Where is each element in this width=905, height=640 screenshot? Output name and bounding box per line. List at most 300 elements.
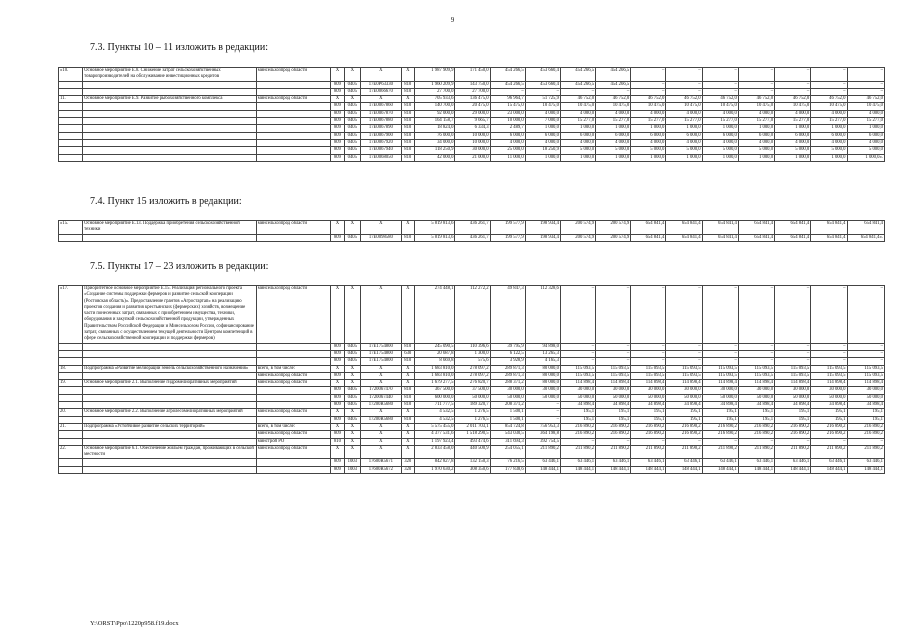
table-cell: – [702,286,738,344]
table-cell: 216 890,2 [596,423,631,430]
table-cell: 6 122,5 [490,350,525,357]
table-cell: 216 890,2 [596,431,631,438]
table-row [59,380,885,387]
table-cell: – [596,286,631,344]
event-name [83,234,257,241]
table-row [59,466,885,473]
table-cell: 63 446,1 [775,459,811,466]
table-cell: – [560,286,595,344]
table-cell: 189 320,7 [455,402,490,409]
table-cell: 276 820,7 [455,380,490,387]
table-cell: 17E0067920 [361,139,402,146]
table-cell: 6 000,0 [666,132,702,139]
table-cell: 1 000,0 [631,154,666,161]
table-cell: – [631,343,666,350]
table-cell: 1 500,1 [490,416,525,423]
table-cell: – [631,286,666,344]
table-cell: 4 532,5 [414,416,455,423]
table-cell: 454 266,5 [596,81,631,88]
table-cell: 288 371,2 [490,380,525,387]
table-cell: 211 890,2 [596,445,631,459]
table-cell: 4 000,0 [596,139,631,146]
table-cell: 114 898,4 [560,380,595,387]
table-cell: 1 000,0 [702,125,738,132]
table-cell: 711 777,5 [414,402,455,409]
table-cell: 654 841,4 [702,234,738,241]
table-cell: 50 000,0 [811,394,847,401]
row-number [59,343,83,350]
executor [256,154,331,161]
table-cell: – [847,438,885,445]
table-cell: 216 890,2 [702,431,738,438]
table-cell: 5 000,0 [631,147,666,154]
table-cell: – [702,358,738,365]
table-cell: 6 000,0 [525,132,560,139]
table-cell: 208 371,2 [490,402,525,409]
table-cell: 543 030,5 [490,431,525,438]
executor: минсельхозпрод области [256,409,331,416]
table-cell: 30 000,0 [596,387,631,394]
table-cell: 114 898,4 [631,380,666,387]
table-cell: 1 987 909,9 [414,68,455,82]
table-cell: – [702,88,738,95]
table-cell: 436 261,7 [455,221,490,235]
table-cell: 810 [331,438,344,445]
event-name [83,372,257,379]
row-number: «17. [59,286,83,344]
table-cell: 10 475,0 [775,103,811,110]
table-cell: 1 683 810,0 [414,365,455,372]
table-cell: 114 898,4 [702,380,738,387]
table-cell: 810 [401,147,414,154]
table-cell: 211 890,2 [738,445,774,459]
table-cell: 17E0066670 [361,88,402,95]
table-cell: 1 276,5 [455,409,490,416]
table-cell: 211 890,2 [631,445,666,459]
table-cell: 654 841,4 [738,234,774,241]
event-name: Приоритетное основное мероприятие Е.15. Реализация регионального проекта «Создание системы поддержки фермеров и развитие сельской кооперации (Ростовская область)». Предоставление грантов «Агростартап» на реализацию проектов создания и развития крестьянских (фермерских) хозяйств, возмещение части понесенных затрат, связанных с приобретением имущества, техники, оборудования и закупкой сельскохозяйственной продукции, утвержденных Правительством Российской Федерации и Минсельхозом России, софинансирование затрат, связанных с осуществлением текущей деятельности Центром компетенций в сфере сельскохозяйственной кооперации и поддержки фермеров) [83,286,257,344]
table-cell: 63 446,1 [702,459,738,466]
table-cell: 17E0068050 [361,154,402,161]
table-cell: 80 000,0 [525,380,560,387]
event-name [83,139,257,146]
table-cell: – [560,438,595,445]
table-cell: 809 [331,154,344,161]
table-cell: 254 055,1 [490,445,525,459]
table-cell: X [331,221,344,235]
table-cell: 34 898,4 [847,402,885,409]
table-cell: 23 000,0 [490,110,525,117]
event-name: Основное мероприятие 2.2. Выполнение агролесомелиоративных мероприятий [83,409,257,416]
table-cell: 115 093,5 [596,372,631,379]
table-cell: 216 890,2 [631,431,666,438]
table-cell: 15 277,0 [631,118,666,125]
table-cell: 80 000,0 [525,372,560,379]
table-cell: 1 300,0 [455,350,490,357]
table-cell: 216 890,2 [666,423,702,430]
executor [256,118,331,125]
table-cell: 25 000,0 [490,147,525,154]
table-cell: 200 574,9 [560,234,595,241]
table-cell: X [344,372,360,379]
table-cell: 1 000,0 [560,125,595,132]
executor [256,103,331,110]
table-cell: 6 000,0 [847,132,885,139]
table-cell: 115 093,5 [631,372,666,379]
table-cell: 4 000,0 [702,139,738,146]
table-cell: – [775,343,811,350]
table-cell: 4 000,0 [666,139,702,146]
table-cell: 6 000,0 [596,132,631,139]
table-cell: X [331,380,344,387]
table-row [59,81,885,88]
table-cell: 17200R5680 [361,402,402,409]
table-cell: 216 890,2 [631,423,666,430]
row-number [59,402,83,409]
table-cell: 10 475,0 [811,103,847,110]
table-cell: 809 [331,350,344,357]
table-cell: – [847,81,885,88]
table-cell: 50 000,0 [738,394,774,401]
table-cell: 195,1 [666,416,702,423]
event-name: Основное мероприятие Е.8. Снижение затрат сельскохозяйственных товаропроизводителей на обслуживание инвестиционных кредитов [83,68,257,82]
executor: всего, в том числе: [256,423,331,430]
table-cell: X [344,431,360,438]
table-cell: 198 934,4 [525,234,560,241]
row-number [59,358,83,365]
table-cell: 1 000,0 [666,154,702,161]
table-cell: 34 000,0 [414,139,455,146]
table-row [59,416,885,423]
table-cell: 0405 [344,110,360,117]
table-cell: – [847,286,885,344]
table-cell: 63 446,1 [847,459,885,466]
table-cell: X [344,68,360,82]
executor [256,88,331,95]
table-row [59,365,885,372]
table-cell: 199 577,9 [490,221,525,235]
table-cell: – [596,350,631,357]
table-cell: 308 350,6 [455,466,490,473]
table-cell: 195,1 [560,409,595,416]
table-cell: 34 898,4 [775,402,811,409]
table-cell: 195,1 [666,409,702,416]
table-cell: 50 000,0 [455,394,490,401]
table-cell: 809 [331,147,344,154]
table-cell: 5 000,0 [775,147,811,154]
table-row [59,459,885,466]
table-cell: 810 [401,118,414,125]
table-cell: – [666,286,702,344]
table-cell: X [344,409,360,416]
table-cell: 46 752,0 [811,96,847,103]
table-cell: – [560,343,595,350]
table-cell: 0405 [344,103,360,110]
table-cell: 705 933,6 [414,96,455,103]
table-cell: 2 011 703,1 [455,423,490,430]
table-cell: 148 444,1 [560,466,595,473]
table-cell: 50 000,0 [525,394,560,401]
table-cell: 4 000,0 [490,139,525,146]
executor [256,125,331,132]
table-cell: 17E0067890 [361,125,402,132]
table-cell: 6 000,0 [775,132,811,139]
table-cell: 810 [401,103,414,110]
executor: минсельхозпрод области [256,286,331,344]
executor [256,110,331,117]
table-cell: 195,1 [775,409,811,416]
executor [256,81,331,88]
table-cell: 654 841,4 [775,221,811,235]
table-cell: X [344,423,360,430]
table-cell: 198 934,4 [525,221,560,235]
table-cell: 50 000,0 [666,394,702,401]
table-cell: 15 277,0 [560,118,595,125]
table-cell: X [361,221,402,235]
table-cell: 436 261,7 [455,234,490,241]
table-cell: – [811,88,847,95]
table-cell: 211 890,2 [702,445,738,459]
table-row [59,394,885,401]
table-cell: X [361,68,402,82]
table-cell: 50 000,0 [490,394,525,401]
table-cell: 199 577,9 [490,234,525,241]
table-row [59,154,885,161]
table-cell: 10 475,0 [702,103,738,110]
table-cell: 49 847,3 [490,286,525,344]
table-cell: 1 000,0 [811,125,847,132]
table-cell: 809 [331,132,344,139]
table-cell: – [738,343,774,350]
table-cell: X [331,445,344,459]
table-cell: 114 898,4 [666,380,702,387]
table-cell: – [596,88,631,95]
table-cell: 148 444,1 [738,466,774,473]
table-cell: X [331,423,344,430]
table-cell: 453 660,4 [525,81,560,88]
table-cell: 30 000,0 [702,387,738,394]
table-cell: – [666,81,702,88]
table-cell: 575,6 [455,358,490,365]
table-cell: 46 752,0 [631,96,666,103]
table-cell: X [331,96,344,103]
row-number [59,350,83,357]
table-cell: 211 890,2 [847,445,885,459]
table-cell: X [331,409,344,416]
table-cell: X [361,423,402,430]
executor: минсельхозпрод области [256,380,331,387]
table-cell: X [401,68,414,82]
table-cell: – [847,343,885,350]
table-row [59,68,885,82]
footer-file-path: Y:\ORST\Ppo\1220p958.f19.docx [90,620,179,627]
table-cell: 0405 [344,81,360,88]
table-row [59,387,885,394]
table-cell: 195,1 [631,416,666,423]
table-cell: 1 500,1 [490,409,525,416]
executor [256,147,331,154]
table-cell: 7 000,0 [525,118,560,125]
table-cell: 1003 [344,466,360,473]
table-cell: 0405 [344,118,360,125]
event-name [83,438,257,445]
table-cell: 810 [401,139,414,146]
row-number [59,132,83,139]
table-row [59,118,885,125]
table-cell: 195,1 [775,416,811,423]
table-cell: 810 [401,402,414,409]
event-name [83,431,257,438]
table-cell: 10 475,0 [596,103,631,110]
table-cell: 17E1754800 [361,343,402,350]
table-cell: 114 898,4 [811,380,847,387]
table-cell: 195,1 [702,416,738,423]
event-name [83,358,257,365]
table-cell: 0405 [344,132,360,139]
table-cell: 10 475,0 [525,103,560,110]
table-cell: 809 [331,234,344,241]
table-cell: 50 000,0 [847,394,885,401]
table-cell: X [401,423,414,430]
table-cell: 216 890,2 [560,431,595,438]
table-cell: 15 277,0 [666,118,702,125]
row-number [59,438,83,445]
table-cell: 4 000,0 [847,139,885,146]
table-cell: 177 838,6 [490,466,525,473]
table-cell: X [401,221,414,235]
table-cell: 5 000,0 [666,147,702,154]
table-cell: 115 093,5 [775,372,811,379]
table-cell: 1 276,5 [455,416,490,423]
table-cell: 630 [401,350,414,357]
table-cell: 6 000,0 [811,132,847,139]
table-cell: X [361,96,402,103]
table-cell: 1 000,0 [847,125,885,132]
table-cell: 454 266,5 [490,68,525,82]
table-cell: 0405 [344,402,360,409]
event-name [83,103,257,110]
table-cell: X [361,380,402,387]
executor [256,459,331,466]
table-cell: 809 [331,394,344,401]
table-cell: – [702,350,738,357]
table-cell: 30 000,0 [631,387,666,394]
table-cell: – [560,88,595,95]
table-cell: 20 475,0 [455,103,490,110]
table-cell: X [401,438,414,445]
table-cell: – [738,68,774,82]
table-cell: 30 000,0 [847,387,885,394]
table-cell: 1 960 209,9 [414,81,455,88]
table-row [59,147,885,154]
row-number [59,394,83,401]
table-cell: 216 890,2 [738,423,774,430]
table-cell: 143 750,0 [455,81,490,88]
table-cell: 600 000,0 [414,394,455,401]
table-cell: X [401,431,414,438]
table-cell: 1720067470 [361,387,402,394]
table-cell: 1 000,0 [775,125,811,132]
table-cell: 10 475,0 [847,103,885,110]
table-cell: 9 665,7 [455,118,490,125]
table-cell: 5 000,0 [847,147,885,154]
table-cell: 2 833 458,0 [414,445,455,459]
table-cell: 654 841,4 [631,234,666,241]
event-name [83,387,257,394]
table-cell: 810 [401,358,414,365]
table-cell: 30 000,0 [525,387,560,394]
table-cell: X [361,431,402,438]
table-cell: – [631,350,666,357]
table-cell: – [631,88,666,95]
table-cell: 392 754,5 [525,438,560,445]
table-cell: 8 669,8 [414,358,455,365]
table-cell: 46 752,0 [738,96,774,103]
table-cell: 810 [401,88,414,95]
table-row [59,221,885,235]
row-number: 11. [59,96,83,103]
table-cell: 148 444,1 [525,466,560,473]
table-cell: 171 450,0 [455,68,490,82]
event-name [83,147,257,154]
table-cell: 46 752,0 [560,96,595,103]
executor: минсельхозпрод области [256,445,331,459]
table-cell: 216 890,2 [775,431,811,438]
table-cell: 1 000,0 [702,154,738,161]
table-cell: 63 446,1 [666,459,702,466]
row-number [59,147,83,154]
table-cell: 30 000,0 [775,387,811,394]
row-number [59,459,83,466]
row-number [59,118,83,125]
table-cell: – [775,350,811,357]
table-cell: 809 [331,416,344,423]
event-name [83,350,257,357]
table-cell: 10 475,0 [560,103,595,110]
table-row [59,350,885,357]
executor [256,132,331,139]
table-cell: 37 500,0 [455,387,490,394]
table-cell: 364 198,8 [525,431,560,438]
table-cell: 1 000,0 [525,154,560,161]
table-cell: – [631,81,666,88]
table-cell: 112 272,2 [455,286,490,344]
table-cell: 96 964,7 [490,96,525,103]
table-section-7-4 [58,220,885,242]
table-cell: 30 000,0 [811,387,847,394]
table-row [59,139,885,146]
table-cell: 454 266,5 [490,81,525,88]
table-cell: 110 396,6 [455,343,490,350]
table-cell: – [775,68,811,82]
table-cell: 200 574,9 [596,234,631,241]
table-cell: 216 890,2 [738,431,774,438]
table-cell: X [361,286,402,344]
table-cell: 17600R5671 [361,459,402,466]
table-cell: 34 898,4 [811,402,847,409]
table-cell: 4 000,0 [631,110,666,117]
table-cell: 6 000,0 [490,132,525,139]
table-cell: – [775,88,811,95]
table-cell: 17E1754800 [361,350,402,357]
table-cell: 654 841,4 [702,221,738,235]
table-cell: 114 898,4 [775,380,811,387]
executor: минстрой РО [256,438,331,445]
table-cell: X [344,221,360,235]
table-cell: 311 694,3 [490,438,525,445]
table-row [59,125,885,132]
event-name [83,466,257,473]
